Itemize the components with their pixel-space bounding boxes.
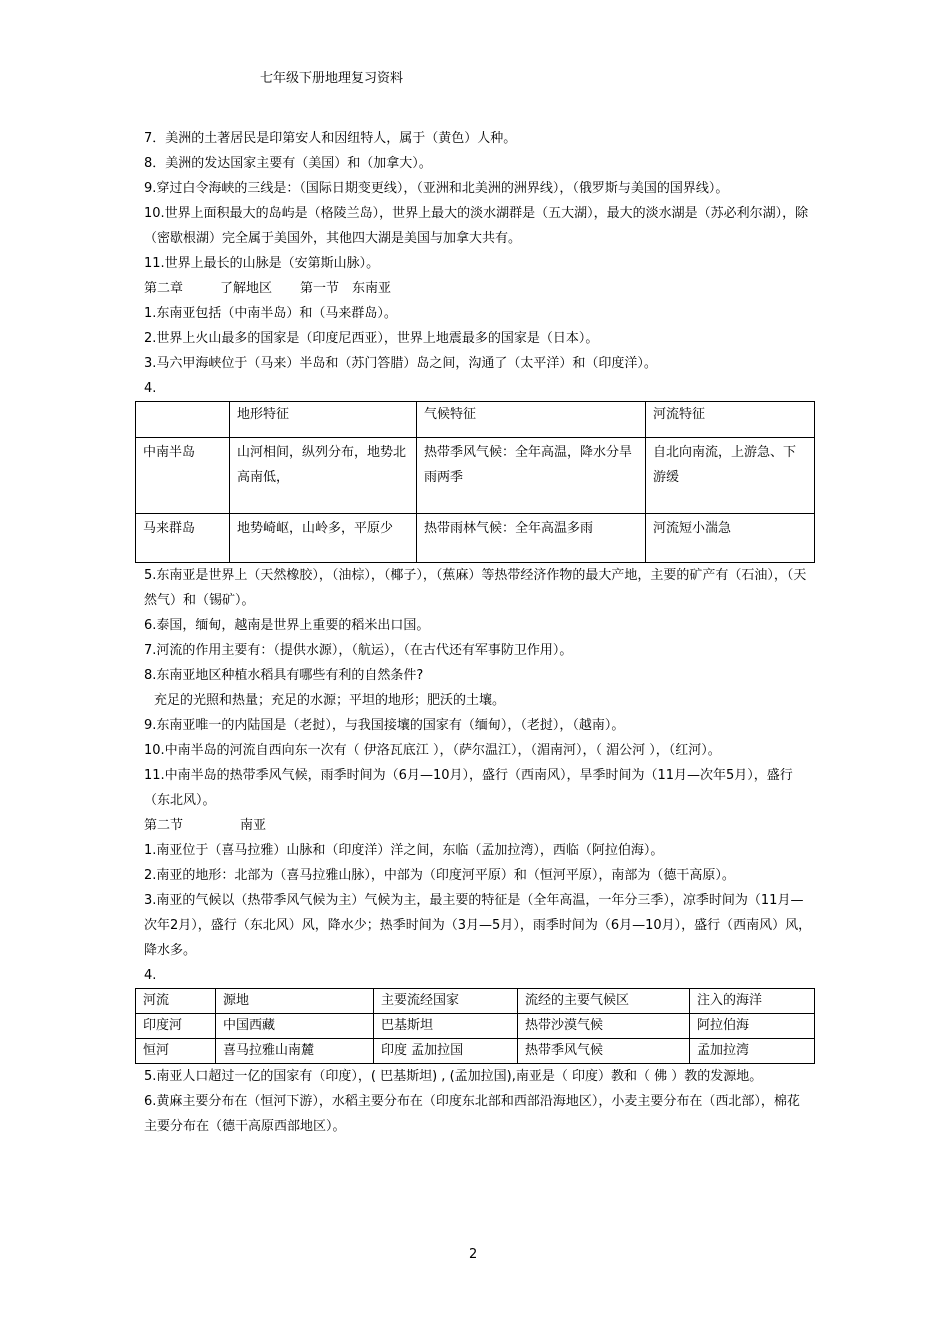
paragraph: 5.东南亚是世界上（天然橡胶），（油棕），（椰子），（蕉麻）等热带经济作物的最大产地，主要的矿产有（石油），（天然气）和（锡矿）。	[144, 568, 807, 608]
table-cell: 马来群岛	[136, 514, 230, 563]
page-number: 2	[469, 1247, 478, 1262]
table-header-cell: 流经的主要气候区	[518, 989, 690, 1014]
south-asia-rivers-table	[135, 988, 815, 1064]
paragraph: 5.南亚人口超过一亿的国家有（印度），( 巴基斯坦) , (孟加拉国),南亚是（ 印度）教和（ 佛 ）教的发源地。	[144, 1069, 763, 1084]
table-row	[136, 1014, 815, 1039]
paragraph: 1.南亚位于（喜马拉雅）山脉和（印度洋）洋之间，东临（孟加拉湾），西临（阿拉伯海）。	[144, 843, 664, 858]
table-row	[136, 514, 815, 563]
table-cell: 河流短小湍急	[646, 514, 815, 563]
table-header-cell: 注入的海洋	[690, 989, 815, 1014]
paragraph: 10.中南半岛的河流自西向东一次有（ 伊洛瓦底江 ），（萨尔温江），（湄南河），（ 湄公河 ），（红河）。	[144, 743, 721, 758]
table-header-cell: 源地	[216, 989, 374, 1014]
table-header-row	[136, 989, 815, 1014]
table-header-cell: 主要流经国家	[374, 989, 518, 1014]
chapter-heading	[144, 276, 812, 301]
table-cell: 印度河	[136, 1014, 216, 1039]
section-number: 第一节	[300, 281, 340, 296]
answer-text: 充足的光照和热量；充足的水源；平坦的地形；肥沃的土壤。	[154, 693, 506, 708]
paragraph: 7．美洲的土著居民是印第安人和因纽特人，属于（黄色）人种。	[144, 131, 517, 146]
southeast-asia-table	[135, 401, 815, 563]
table-cell: 印度 孟加拉国	[374, 1039, 518, 1064]
table-cell: 热带季风气候	[518, 1039, 690, 1064]
paragraph: 2.世界上火山最多的国家是（印度尼西亚），世界上地震最多的国家是（日本）。	[144, 331, 599, 346]
table-cell: 热带雨林气候：全年高温多雨	[417, 514, 646, 563]
table-row	[136, 438, 815, 514]
table-header-cell	[136, 402, 230, 438]
paragraph: 9.穿过白令海峡的三线是：（国际日期变更线），（亚洲和北美洲的洲界线），（俄罗斯与美国的国界线）。	[144, 181, 729, 196]
table-header-cell: 地形特征	[230, 402, 417, 438]
table-cell: 热带季风气候：全年高温，降水分旱雨两季	[417, 438, 646, 514]
section-heading	[144, 813, 812, 838]
paragraph: 10.世界上面积最大的岛屿是（格陵兰岛），世界上最大的淡水湖群是（五大湖），最大的淡水湖是（苏必利尔湖），除（密歇根湖）完全属于美国外，其他四大湖是美国与加拿大共有。	[144, 206, 809, 246]
table-cell: 中南半岛	[136, 438, 230, 514]
chapter-title: 了解地区	[220, 281, 273, 296]
section-name: 南亚	[240, 818, 267, 833]
paragraph: 3.马六甲海峡位于（马来）半岛和（苏门答腊）岛之间，沟通了（太平洋）和（印度洋）。	[144, 356, 657, 371]
table-cell: 巴基斯坦	[374, 1014, 518, 1039]
paragraph: 3.南亚的气候以（热带季风气候为主）气候为主，最主要的特征是（全年高温，一年分三季），凉季时间为（11月—次年2月），盛行（东北风）风，降水少；热季时间为（3月—5月），雨季时间为（6月—10月），盛行（西南风）风，降水多。	[144, 893, 812, 958]
paragraph: 4.	[144, 381, 157, 396]
table-cell: 恒河	[136, 1039, 216, 1064]
paragraph: 8．美洲的发达国家主要有（美国）和（加拿大）。	[144, 156, 432, 171]
table-header-cell: 河流	[136, 989, 216, 1014]
paragraph: 1.东南亚包括（中南半岛）和（马来群岛）。	[144, 306, 397, 321]
table-cell: 自北向南流，上游急、下游缓	[646, 438, 815, 514]
table-cell: 喜马拉雅山南麓	[216, 1039, 374, 1064]
table-header-cell: 河流特征	[646, 402, 815, 438]
section-name: 东南亚	[352, 281, 392, 296]
table-cell: 山河相间，纵列分布，地势北高南低，	[230, 438, 417, 514]
paragraph: 9.东南亚唯一的内陆国是（老挝），与我国接壤的国家有（缅甸），（老挝），（越南）。	[144, 718, 625, 733]
table-cell: 热带沙漠气候	[518, 1014, 690, 1039]
table-row	[136, 1039, 815, 1064]
paragraph: 4.	[144, 968, 157, 983]
paragraph: 6.黄麻主要分布在（恒河下游），水稻主要分布在（印度东北部和西部沿海地区），小麦主要分布在（西北部），棉花主要分布在（德干高原西部地区）。	[144, 1094, 800, 1134]
chapter-number: 第二章	[144, 281, 184, 296]
paragraph: 8.东南亚地区种植水稻具有哪些有利的自然条件?	[144, 668, 424, 683]
table-cell: 阿拉伯海	[690, 1014, 815, 1039]
paragraph: 2.南亚的地形：北部为（喜马拉雅山脉），中部为（印度河平原）和（恒河平原），南部为（德干高原）。	[144, 868, 735, 883]
paragraph: 6.泰国，缅甸，越南是世界上重要的稻米出口国。	[144, 618, 430, 633]
document-body	[144, 126, 812, 1139]
table-cell: 孟加拉湾	[690, 1039, 815, 1064]
table-header-cell: 气候特征	[417, 402, 646, 438]
page-header: 七年级下册地理复习资料	[260, 71, 404, 86]
table-header-row	[136, 402, 815, 438]
section-number: 第二节	[144, 818, 184, 833]
paragraph: 11.世界上最长的山脉是（安第斯山脉）。	[144, 256, 380, 271]
table-cell: 中国西藏	[216, 1014, 374, 1039]
table-cell: 地势崎岖，山岭多，平原少	[230, 514, 417, 563]
paragraph: 7.河流的作用主要有：（提供水源），（航运），（在古代还有军事防卫作用）。	[144, 643, 573, 658]
paragraph: 11.中南半岛的热带季风气候，雨季时间为（6月—10月），盛行（西南风），旱季时间为（11月—次年5月），盛行（东北风）。	[144, 768, 793, 808]
